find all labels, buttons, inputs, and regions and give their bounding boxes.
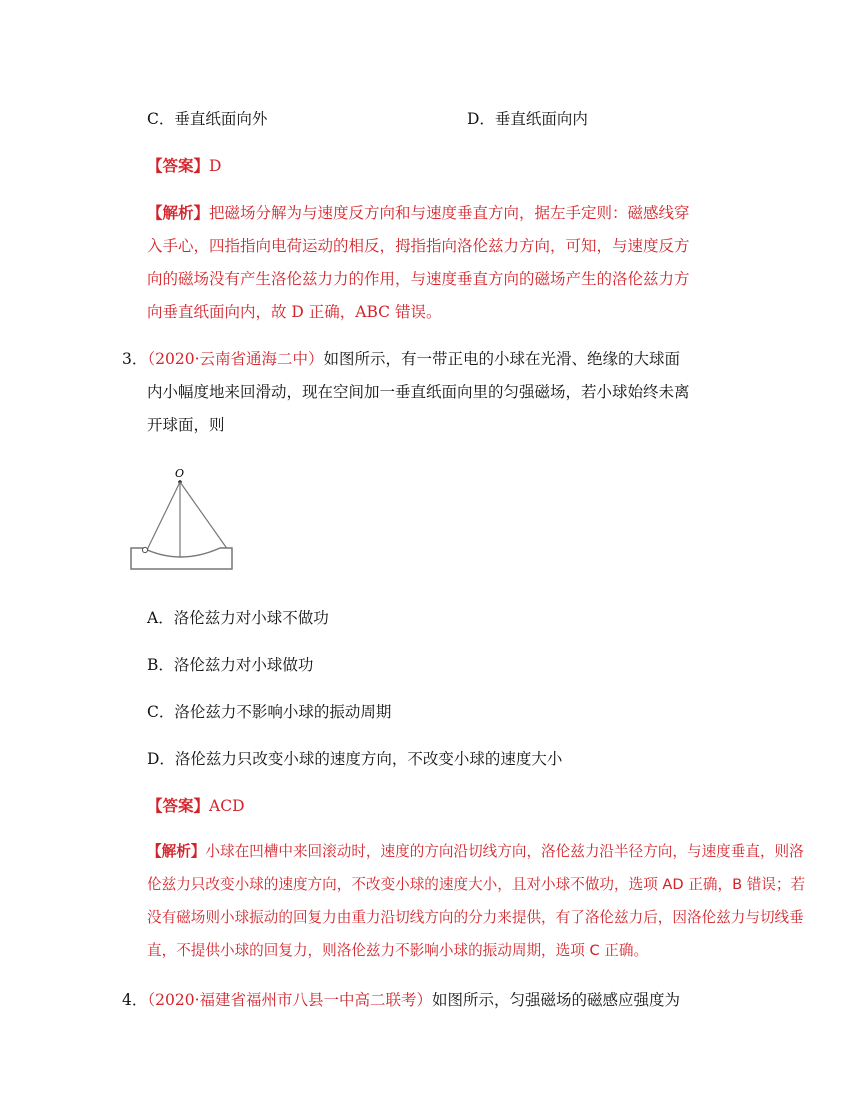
answer-row <box>147 796 245 816</box>
analysis-line: 直，不提供小球的回复力，则洛伦兹力不影响小球的振动周期，选项 C 正确。 <box>147 942 649 959</box>
stem-line: 内小幅度地来回滑动，现在空间加一垂直纸面向里的匀强磁场，若小球始终未离 <box>147 383 690 401</box>
option-b: B．洛伦兹力对小球做功 <box>147 656 314 674</box>
option-c: C．垂直纸面向外 <box>147 110 268 128</box>
question-number: 4． <box>122 991 148 1009</box>
analysis-tag: 【解析】 <box>147 843 206 860</box>
pendulum-bowl-figure <box>128 466 238 574</box>
analysis-text: 把磁场分解为与速度反方向和与速度垂直方向，据左手定则：磁感线穿 <box>209 204 690 222</box>
stem-text: 如图所示，有一带正电的小球在光滑、绝缘的大球面 <box>323 350 681 368</box>
option-d: D．垂直纸面向内 <box>467 110 588 128</box>
question-4-stem <box>122 990 680 1010</box>
option-d: D．洛伦兹力只改变小球的速度方向，不改变小球的速度大小 <box>147 750 563 768</box>
analysis-line: 入手心，四指指向电荷运动的相反，拇指指向洛伦兹力方向，可知，与速度反方 <box>147 237 690 255</box>
analysis-line <box>147 203 690 223</box>
option-a: A．洛伦兹力对小球不做功 <box>147 609 329 627</box>
small-ball <box>142 547 147 552</box>
stem-line: 开球面，则 <box>147 416 225 434</box>
pivot-label: O <box>175 467 185 480</box>
option-c: C．洛伦兹力不影响小球的振动周期 <box>147 703 392 721</box>
question-source: （2020·云南省通海二中） <box>147 350 324 368</box>
right-string <box>180 482 228 550</box>
question-source: （2020·福建省福州市八县一中高二联考） <box>147 991 432 1009</box>
question-number: 3． <box>122 350 148 368</box>
answer-row <box>147 156 221 176</box>
analysis-line: 向的磁场没有产生洛伦兹力力的作用，与速度垂直方向的磁场产生的洛伦兹力方 <box>147 270 690 288</box>
analysis-line: 伦兹力只改变小球的速度方向，不改变小球的速度大小，且对小球不做功，选项 AD 正确，B 错误；若 <box>147 876 806 893</box>
analysis-tag: 【解析】 <box>147 203 210 222</box>
answer-value: ACD <box>209 797 245 815</box>
analysis-line <box>147 842 804 862</box>
answer-tag: 【答案】 <box>147 156 210 175</box>
question-3-stem <box>122 349 680 369</box>
analysis-text: 小球在凹槽中来回滚动时，速度的方向沿切线方向，洛伦兹力沿半径方向，与速度垂直，则洛 <box>205 843 804 860</box>
analysis-line: 向垂直纸面向内，故 D 正确，ABC 错误。 <box>147 303 442 321</box>
answer-value: D <box>209 157 222 175</box>
answer-tag: 【答案】 <box>147 796 210 815</box>
analysis-line: 没有磁场则小球振动的回复力由重力沿切线方向的分力来提供，有了洛伦兹力后，因洛伦兹力与切线垂 <box>147 909 804 926</box>
left-string <box>146 482 180 552</box>
stem-text: 如图所示，匀强磁场的磁感应强度为 <box>432 991 681 1009</box>
